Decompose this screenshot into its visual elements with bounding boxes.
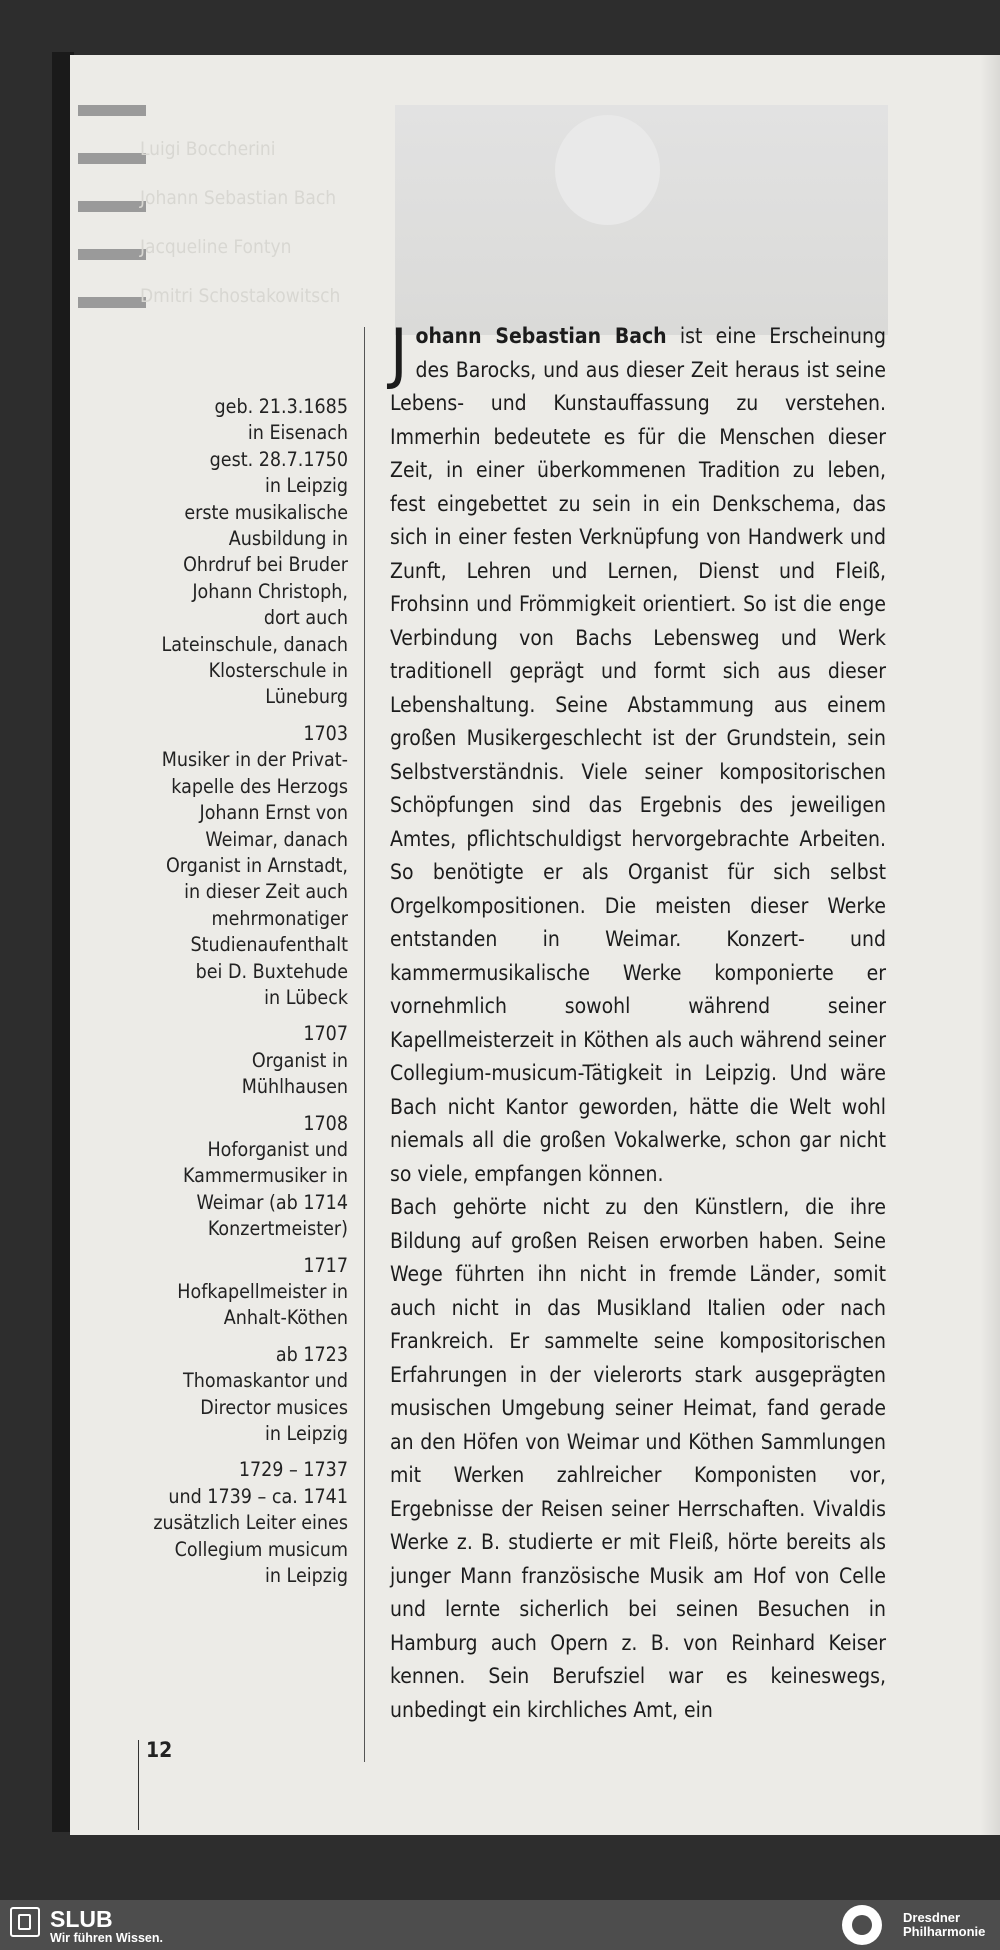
tab-mark — [78, 201, 146, 212]
article-paragraph — [390, 315, 887, 1191]
bio-line: erste musikalische — [184, 500, 348, 524]
bio-line: in Leipzig — [264, 474, 348, 498]
tab-marks — [78, 105, 146, 345]
page-number-rule — [138, 1740, 139, 1830]
bio-year: 1717 — [303, 1253, 348, 1277]
bio-entry — [110, 1342, 348, 1448]
bio-entry — [110, 1111, 348, 1243]
bio-line: Ausbildung in — [228, 527, 348, 551]
paragraph-text: ist eine Erscheinung des Barocks, und aus dieser Zeit heraus ist seine Lebens- und Kunstauffassung zu verstehen. Immerhin bedeutete es für die Menschen dieser Zeit, in einer überkommenen Tradition zu leben, fest eingebettet zu sein in ein Denkschema, das sich in einer festen Verknüpfung von Handwerk und Zunft, Lehren und Lernen, Dienst und Fleiß, Frohsinn und Frömmigkeit orientiert. So ist die enge Verbindung von Bachs Lebensweg und Werk traditionell geprägt und formt sich aus dieser Lebenshaltung. Seine Abstammung aus einem großen Musikergeschlecht ist der Grundstein, sein Selbstverständnis. Viele seiner kompositorischen Schöpfungen sind das Ergebnis des jeweiligen Amtes, pflichtschuldigst hervorgebrachte Arbeiten. So benötigte er als Organist für sich selbst Orgelkompositionen. Die meisten dieser Werke entstanden in Weimar. Konzert- und kammermusikalische Werke komponierte er vornehmlich sowohl während seiner Kapellmeisterzeit in Köthen als auch während seiner Collegium-musicum-Tätigkeit in Leipzig. Und wäre Bach nicht Kantor geworden, hätte die Welt wohl niemals all die großen Vokalwerke, schon gar nicht so viele, empfangen können. — [390, 324, 887, 1186]
bio-line: dort auch — [263, 606, 348, 630]
ghost-list-item: Johann Sebastian Bach — [140, 187, 337, 209]
document-page — [70, 55, 1000, 1835]
bio-line: Thomaskantor und — [183, 1369, 348, 1393]
tab-mark — [78, 153, 146, 164]
bio-line: Musiker in der Privat- — [161, 748, 348, 772]
bio-line: Johann Ernst von — [199, 801, 348, 825]
partner-name-line2: Philharmonie — [903, 1924, 986, 1939]
bio-line: Studienaufenthalt — [190, 933, 348, 957]
bio-entry — [110, 394, 348, 711]
viewer-footer — [0, 1900, 1000, 1950]
bio-line: in Leipzig — [264, 1422, 348, 1446]
tab-mark — [78, 105, 146, 116]
portrait-face — [555, 115, 660, 225]
bio-year: 1729 – 1737 — [238, 1458, 348, 1482]
bio-line: und 1739 – ca. 1741 — [168, 1484, 348, 1508]
page-number: 12 — [146, 1738, 173, 1762]
bio-line: in Lübeck — [264, 985, 348, 1009]
article-paragraph: Bach gehörte nicht zu den Künstlern, die ihre Bildung auf großen Reisen erworben haben. Seine Wege führten ihn nicht in fremde Länder, somit auch nicht in das Musikland Italien oder nach Frankreich. Er sammelte seine kompositorischen Erfahrungen in der vielerorts stark ausgeprägten musischen Umgebung seiner Heimat, fand gerade an den Höfen von Weimar und Köthen Sammlungen mit Werken zahlreicher Komponisten vor, Ergebnisse der Reisen seiner Herrschaften. Vivaldis Werke z. B. studierte er mit Fleiß, hörte bereits als junger Mann französische Musik am Hof von Celle und lernte sicherlich bei seinen Besuchen in Hamburg auch Opern z. B. von Reinhard Keiser kennen. Sein Berufsziel war es keineswegs, unbedingt ein kirchliches Amt, ein — [390, 1195, 886, 1722]
bio-line: in Eisenach — [247, 421, 348, 445]
ghost-list-item: Dmitri Schostakowitsch — [140, 285, 341, 307]
bio-line: Konzertmeister) — [207, 1217, 348, 1241]
bio-line: Hoforganist und — [207, 1137, 348, 1161]
bio-line: in dieser Zeit auch — [184, 880, 348, 904]
philharmonie-logo-icon — [842, 1905, 882, 1945]
library-name: SLUB — [50, 1906, 113, 1932]
lead-name: ohann Sebastian Bach — [415, 324, 667, 348]
bio-year: ab 1723 — [275, 1342, 348, 1366]
bio-year: 1708 — [303, 1111, 348, 1135]
bio-line: Johann Christoph, — [192, 579, 348, 603]
bio-year: 1707 — [303, 1022, 348, 1046]
bio-line: kapelle des Herzogs — [171, 774, 348, 798]
bio-entry — [110, 1253, 348, 1332]
bio-line: Lateinschule, danach — [161, 632, 348, 656]
drop-cap: J — [390, 315, 408, 392]
tab-mark — [78, 249, 146, 260]
bio-line: geb. 21.3.1685 — [214, 395, 348, 418]
bio-line: Anhalt-Köthen — [223, 1306, 348, 1330]
bleed-through-composer-list — [140, 125, 340, 321]
library-tagline: Wir führen Wissen. — [50, 1931, 163, 1945]
bio-entry — [110, 721, 348, 1011]
biography-sidebar — [110, 394, 348, 1599]
bio-entry — [110, 1457, 348, 1589]
bio-line: mehrmonatiger — [211, 906, 348, 930]
partner-name — [903, 1911, 985, 1939]
page-edge-shadow — [980, 55, 1000, 1835]
ghost-list-item: Jacqueline Fontyn — [140, 236, 292, 258]
bio-line: Director musices — [200, 1395, 348, 1419]
bio-line: Organist in — [251, 1048, 348, 1072]
bio-entry — [110, 1021, 348, 1100]
slub-logo-icon — [10, 1907, 40, 1937]
bio-line: Weimar (ab 1714 — [196, 1190, 348, 1214]
bio-year: 1703 — [303, 721, 348, 745]
bio-line: Lüneburg — [265, 685, 348, 709]
bio-line: Collegium musicum — [174, 1537, 348, 1561]
bio-line: Organist in Arnstadt, — [165, 853, 348, 877]
bio-line: zusätzlich Leiter eines — [153, 1511, 348, 1535]
bio-line: gest. 28.7.1750 — [209, 447, 348, 471]
tab-mark — [78, 297, 146, 308]
bio-line: Ohrdruf bei Bruder — [183, 553, 348, 577]
bio-line: Mühlhausen — [241, 1075, 348, 1099]
bio-line: Kammermusiker in — [182, 1164, 348, 1188]
ghost-list-item: Luigi Boccherini — [140, 138, 276, 160]
column-divider — [364, 327, 365, 1762]
bio-line: bei D. Buxtehude — [195, 959, 348, 983]
portrait-photo — [395, 105, 888, 335]
bio-line: in Leipzig — [264, 1564, 348, 1588]
bio-line: Klosterschule in — [208, 659, 348, 683]
article-body — [390, 315, 887, 1727]
partner-name-line1: Dresdner — [903, 1910, 961, 1925]
bio-line: Hofkapellmeister in — [177, 1280, 348, 1303]
bio-line: Weimar, danach — [205, 827, 348, 851]
